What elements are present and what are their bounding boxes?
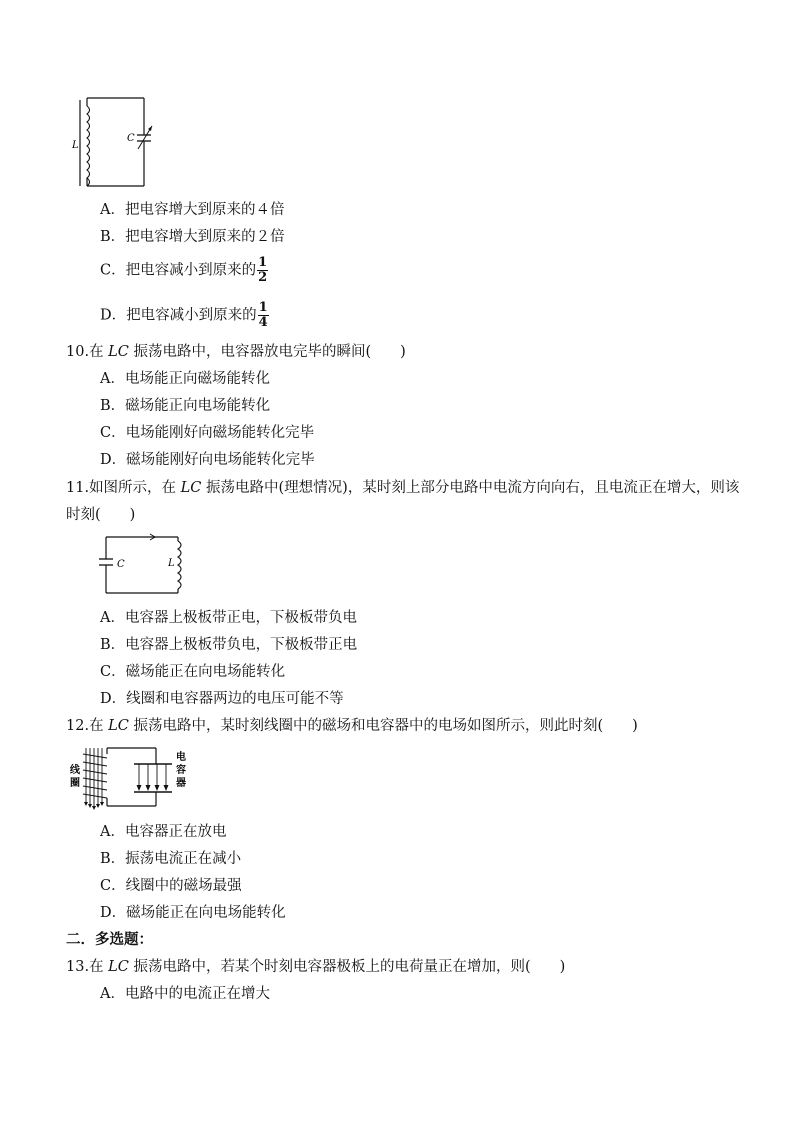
coil-capacitor-field-diagram [68, 742, 192, 814]
inductor-coil [178, 541, 181, 589]
option-text: 把电容减小到原来的 [125, 262, 257, 279]
q10-option-a[interactable]: A．电场能正向磁场能转化 [100, 371, 270, 387]
coil-windings [83, 754, 107, 798]
q12-option-d[interactable]: D．磁场能正在向电场能转化 [100, 905, 286, 921]
inductor-label: L [168, 558, 175, 569]
q12-option-b[interactable]: B．振荡电流正在减小 [100, 851, 242, 867]
fraction-one-half: $\frac{1}{2}$ [258, 255, 268, 285]
q11-stem: 11.如图所示，在 LC 振荡电路中(理想情况)，某时刻上部分电路中电流方向向右，且电流正在增大，则该 [66, 480, 740, 496]
q9-option-a[interactable] [100, 200, 284, 220]
q12-option-c[interactable]: C．线圈中的磁场最强 [100, 878, 242, 894]
electric-field-lines [139, 764, 166, 786]
q11-option-a[interactable]: A．电容器上极板带正电，下极板带负电 [100, 610, 357, 626]
capacitor-label: C [117, 559, 125, 570]
option-letter: B． [100, 229, 126, 245]
option-letter: A． [100, 202, 125, 218]
q12-stem: 12.在 LC 振荡电路中，某时刻线圈中的磁场和电容器中的电场如图所示，则此时刻( ) [66, 718, 638, 734]
svg-text:容: 容 [176, 765, 186, 776]
fraction-one-quarter: $\frac{1}{4}$ [258, 300, 268, 330]
option-letter: C． [100, 262, 126, 279]
section-title-multiple-choice: 二．多选题： [66, 931, 153, 948]
lc-circuit-diagram-variable-capacitor [70, 92, 160, 192]
option-text: 把电容减小到原来的 [126, 307, 257, 324]
q11-option-b[interactable]: B．电容器上极板带负电，下极板带正电 [100, 637, 358, 653]
q9-option-d[interactable] [100, 301, 269, 330]
svg-text:圈: 圈 [70, 778, 80, 789]
option-text: 把电容增大到原来的４倍 [124, 202, 285, 218]
q9-option-c[interactable] [100, 256, 268, 285]
capacitor-label: 电 [176, 752, 186, 763]
capacitor-label: C [127, 133, 135, 144]
option-text: 把电容增大到原来的２倍 [125, 229, 285, 245]
q10-option-d[interactable]: D．磁场能刚好向电场能转化完毕 [100, 452, 315, 468]
q13-stem: 13.在 LC 振荡电路中，若某个时刻电容器极板上的电荷量正在增加，则( ) [66, 959, 566, 975]
q10-stem: 10.在 LC 振荡电路中，电容器放电完毕的瞬间( ) [66, 344, 406, 360]
q11-stem-line2: 时刻( ) [66, 507, 136, 523]
q12-option-a[interactable]: A．电容器正在放电 [100, 824, 227, 840]
q10-option-c[interactable]: C．电场能刚好向磁场能转化完毕 [100, 425, 315, 441]
q11-option-c[interactable]: C．磁场能正在向电场能转化 [100, 664, 286, 680]
q10-option-b[interactable]: B．磁场能正向电场能转化 [100, 398, 271, 414]
inductor-label: L [72, 140, 79, 151]
q11-option-d[interactable]: D．线圈和电容器两边的电压可能不等 [100, 691, 344, 707]
inductor-coil [87, 106, 90, 186]
q9-option-b[interactable] [100, 227, 285, 247]
option-letter: D． [100, 307, 127, 324]
svg-text:器: 器 [176, 778, 186, 789]
lc-circuit-diagram-current-arrow [98, 530, 190, 600]
coil-label: 线 [70, 765, 80, 776]
q13-option-a[interactable]: A．电路中的电流正在增大 [100, 986, 270, 1002]
